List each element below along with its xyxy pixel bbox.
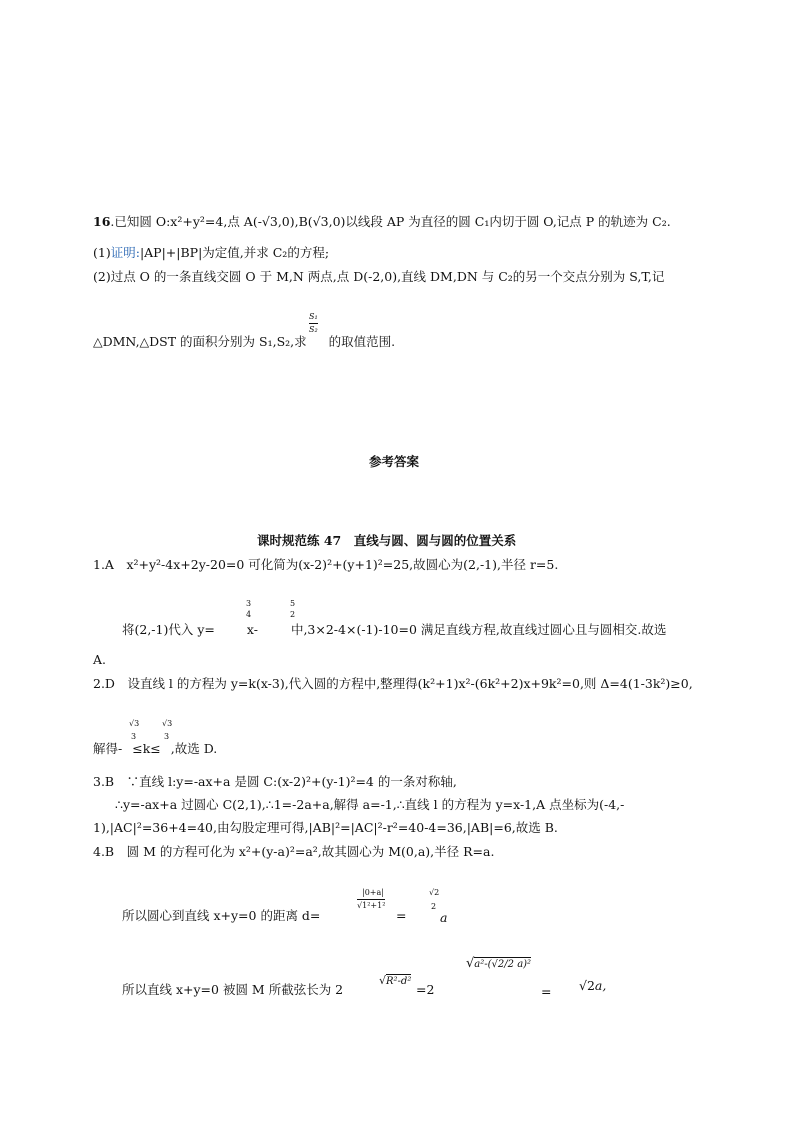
problem-number: 16: [93, 214, 111, 229]
problem-16-text-4: △DMN,△DST 的面积分别为 S₁,S₂,求: [93, 334, 307, 349]
distance-denominator: √1²+1²: [357, 901, 386, 910]
radical-2: √a²-(√2/2 a)²: [466, 956, 532, 971]
radical-1-content: R²-d²: [386, 976, 412, 987]
answer-1-frac-1-den: 4: [246, 610, 252, 619]
answer-2-den3-a: 3: [131, 732, 137, 741]
part-1-label: (1): [93, 245, 111, 260]
answer-2-text-2: 解得-: [93, 741, 123, 756]
problem-16-line-3: [93, 269, 664, 285]
answer-1-frac-2-den: 2: [290, 610, 296, 619]
answer-4-text-2: 所以圆心到直线 x+y=0 的距离 d=: [122, 908, 321, 923]
fraction-denominator: S₂: [309, 325, 318, 334]
answer-4-line-3: 所以直线 x+y=0 被圆 M 所截弦长为 2: [122, 982, 344, 997]
sqrt2-denominator: 2: [431, 902, 437, 911]
problem-16-text-1: .已知圆 O:x²+y²=4,点 A(-√3,0),B(√3,0)以线段 AP 为直径的圆 C₁内切于圆 O,记点 P 的轨迹为 C₂.: [110, 214, 671, 229]
radical-1: √R²-d²: [379, 974, 412, 987]
radical-2-content: a²-(√2/2 a)²: [474, 959, 532, 970]
answer-2-line-1: 2.D 设直线 l 的方程为 y=k(x-3),代入圆的方程中,整理得(k²+1)x²-(6k²+2)x+9k²=0,则 Δ=4(1-3k²)≥0,: [93, 676, 693, 691]
answer-3-line-1: 3.B ∵直线 l:y=-ax+a 是圆 C:(x-2)²+(y-1)²=4 的一条对称轴,: [93, 774, 457, 789]
answer-4-line-2: [122, 908, 320, 924]
answer-1-frac-1-num: 3: [246, 599, 252, 608]
answer-4-result: [579, 978, 606, 994]
answer-2-sqrt3-b: √3: [162, 719, 173, 728]
answer-4-line-1: 4.B 圆 M 的方程可化为 x²+(y-a)²=a²,故其圆心为 M(0,a),半径 R=a.: [93, 844, 495, 859]
answer-4-result-sqrt: √2: [579, 978, 595, 993]
answer-4-a-var: a: [440, 910, 448, 925]
answer-1-line-3: A.: [93, 652, 107, 667]
answers-title: 参考答案: [369, 454, 420, 469]
answer-4-eq: =: [396, 908, 407, 923]
answer-2-text-2mid: ≤k≤: [132, 741, 161, 756]
sqrt2-numerator: √2: [429, 888, 440, 897]
answer-1-line-1: 1.A x²+y²-4x+2y-20=0 可化简为(x-2)²+(y+1)²=25,故圆心为(2,-1),半径 r=5.: [93, 557, 559, 572]
answer-1-frac-2-num: 5: [290, 599, 296, 608]
problem-16-text-3: (2)过点 O 的一条直线交圆 O 于 M,N 两点,点 D(-2,0),直线 DM,DN 与 C₂的另一个交点分别为 S,T,记: [93, 269, 665, 284]
answer-1-text-2a: 将(2,-1)代入 y=: [122, 622, 215, 637]
problem-16-line-1: [93, 214, 671, 230]
problem-16-line-2: [93, 245, 329, 261]
distance-numerator: |0+a|: [362, 888, 384, 897]
answer-4-result-a: a,: [594, 978, 607, 993]
answer-1-text-2b: 中,3×2-4×(-1)-10=0 满足直线方程,故直线过圆心且与圆相交.故选: [290, 622, 667, 637]
fraction-numerator: S₁: [309, 312, 318, 321]
answer-2-line-2: [93, 741, 217, 757]
answer-4-eq2: =2: [416, 982, 435, 997]
answer-3-line-2: ∴y=-ax+a 过圆心 C(2,1),∴1=-2a+a,解得 a=-1,∴直线 l 的方程为 y=x-1,A 点坐标为(-4,-: [115, 797, 625, 812]
answer-3-line-3: 1),|AC|²=36+4=40,由勾股定理可得,|AB|²=|AC|²-r²=40-4=36,|AB|=6,故选 B.: [93, 820, 558, 835]
problem-16-text-2: |AP|+|BP|为定值,并求 C₂的方程;: [139, 245, 330, 260]
answer-2-sqrt3-a: √3: [129, 719, 140, 728]
answer-1-text-2x: x-: [246, 622, 258, 637]
problem-16-text-4-tail: 的取值范围.: [328, 334, 396, 349]
problem-16-line-4: [93, 334, 395, 350]
section-title: 课时规范练 47 直线与圆、圆与圆的位置关系: [257, 533, 517, 548]
prove-link[interactable]: 证明:: [110, 245, 140, 260]
answer-2-den3-b: 3: [164, 732, 170, 741]
answer-4-eq3: =: [541, 984, 552, 999]
answer-2-text-2end: ,故选 D.: [170, 741, 218, 756]
answer-1-line-2: [122, 622, 666, 638]
